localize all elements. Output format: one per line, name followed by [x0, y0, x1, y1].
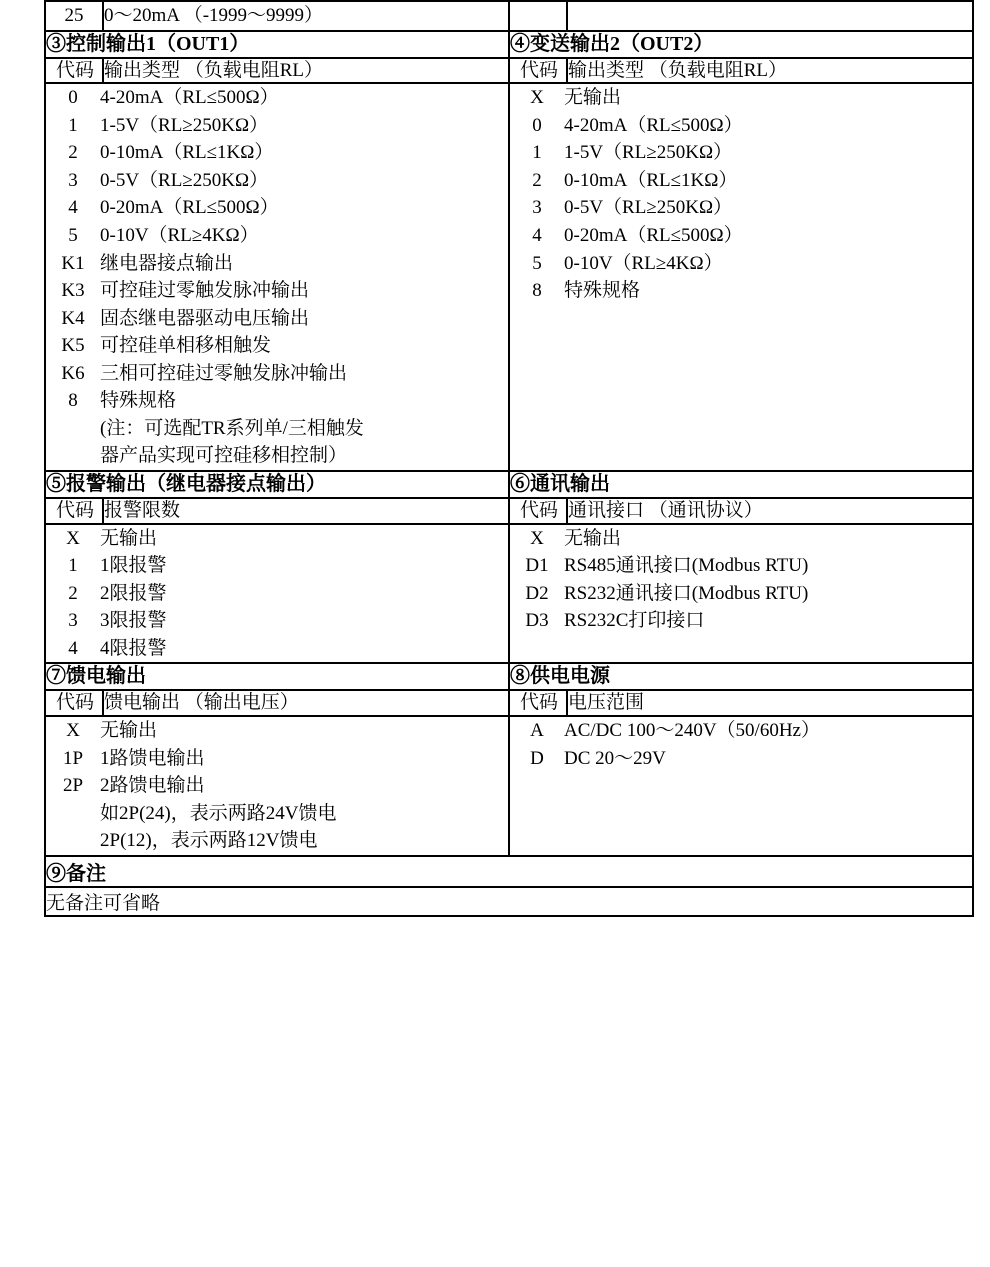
row-desc: RS232通讯接口(Modbus RTU) [564, 580, 972, 608]
colhdr-power-desc: 电压范围 [567, 690, 973, 716]
row-desc: 无输出 [100, 717, 508, 745]
row-code [46, 800, 100, 828]
comm-rows [510, 525, 972, 662]
table-row [46, 305, 508, 333]
row-desc: 0-10mA（RL≤1KΩ） [100, 139, 508, 167]
colhdr-feed-desc: 馈电输出 （输出电压） [103, 690, 509, 716]
row-code: X [46, 525, 100, 553]
row-code: X [510, 84, 564, 112]
partial-top-row [45, 1, 973, 31]
row-code: 8 [46, 387, 100, 415]
table-row [46, 332, 508, 360]
row-code [46, 415, 100, 443]
row-desc: 1限报警 [100, 552, 508, 580]
row-code: 2 [46, 139, 100, 167]
power-rows [510, 717, 972, 853]
colhdr-out2-desc: 输出类型 （负载电阻RL） [567, 58, 973, 84]
table-row [46, 635, 508, 663]
colhdr-out2-code: 代码 [509, 58, 567, 84]
row-code: D [510, 745, 564, 773]
row-desc: 1路馈电输出 [100, 745, 508, 773]
section-title-alarm: ⑤报警输出（继电器接点输出） [45, 471, 509, 498]
section-body-row-3 [45, 716, 973, 856]
row-desc: 0-10V（RL≥4KΩ） [100, 222, 508, 250]
spacer-cell [564, 413, 972, 440]
spacer-cell [510, 826, 564, 853]
spacer-cell [510, 386, 564, 413]
row-code: 1 [46, 112, 100, 140]
spacer-row [510, 440, 972, 467]
out2-rows [510, 84, 972, 466]
spacer-cell [564, 826, 972, 853]
row-desc: 无输出 [100, 525, 508, 553]
row-desc: 继电器接点输出 [100, 250, 508, 278]
table-row [46, 415, 508, 443]
spacer-cell [510, 359, 564, 386]
row-code: 0 [46, 84, 100, 112]
row-desc: 0-5V（RL≥250KΩ） [100, 167, 508, 195]
spacer-cell [510, 440, 564, 467]
section-body-out1 [45, 83, 509, 471]
row-desc: 2P(12)，表示两路12V馈电 [100, 827, 508, 855]
table-row [46, 84, 508, 112]
colhdr-power-code: 代码 [509, 690, 567, 716]
section-body-out2 [509, 83, 973, 471]
table-row [46, 360, 508, 388]
table-row [510, 194, 972, 222]
row-code: A [510, 717, 564, 745]
spacer-cell [510, 413, 564, 440]
section-body-row-1 [45, 83, 973, 471]
partial-row-empty-code [509, 1, 567, 31]
row-code: 1 [46, 552, 100, 580]
table-row [46, 717, 508, 745]
colhdr-comm-desc: 通讯接口 （通讯协议） [567, 498, 973, 524]
row-desc: 4-20mA（RL≤500Ω） [564, 112, 972, 140]
spacer-cell [564, 635, 972, 662]
table-row [46, 525, 508, 553]
spacer-cell [564, 799, 972, 826]
table-row [510, 580, 972, 608]
table-row [46, 772, 508, 800]
row-code: K5 [46, 332, 100, 360]
row-desc: 特殊规格 [564, 277, 972, 305]
spacer-cell [564, 772, 972, 799]
partial-row-desc: 0～20mA （-1999～9999） [103, 1, 509, 31]
section-title-feed: ⑦馈电输出 [45, 663, 509, 690]
section-body-row-2 [45, 524, 973, 664]
colhdr-alarm-desc: 报警限数 [103, 498, 509, 524]
colhdr-feed-code: 代码 [45, 690, 103, 716]
spacer-row [510, 305, 972, 332]
table-row [510, 112, 972, 140]
alarm-rows [46, 525, 508, 663]
row-desc: 特殊规格 [100, 387, 508, 415]
row-desc: 三相可控硅过零触发脉冲输出 [100, 360, 508, 388]
section-body-power [509, 716, 973, 856]
column-header-row-2 [45, 498, 973, 524]
row-code: 3 [46, 167, 100, 195]
feed-rows [46, 717, 508, 855]
row-code: 1 [510, 139, 564, 167]
section-title-out1: ③控制输出1（OUT1） [45, 31, 509, 58]
row-desc: RS232C打印接口 [564, 607, 972, 635]
spacer-row [510, 332, 972, 359]
table-row [46, 552, 508, 580]
table-row [510, 552, 972, 580]
remark-body-row [45, 887, 973, 916]
section-title-remark: ⑨备注 [45, 856, 973, 887]
row-desc: 器产品实现可控硅移相控制） [100, 442, 508, 470]
table-row [510, 167, 972, 195]
row-code: 0 [510, 112, 564, 140]
row-desc: 可控硅过零触发脉冲输出 [100, 277, 508, 305]
spacer-cell [564, 359, 972, 386]
table-row [46, 442, 508, 470]
column-header-row-3 [45, 690, 973, 716]
section-title-comm: ⑥通讯输出 [509, 471, 973, 498]
row-desc: AC/DC 100～240V（50/60Hz） [564, 717, 972, 745]
row-code [46, 442, 100, 470]
row-code: K4 [46, 305, 100, 333]
row-code [46, 827, 100, 855]
table-row [46, 800, 508, 828]
row-desc: 可控硅单相移相触发 [100, 332, 508, 360]
spacer-cell [564, 305, 972, 332]
table-row [510, 717, 972, 745]
section-header-row-1 [45, 31, 973, 58]
row-code: D2 [510, 580, 564, 608]
row-desc: (注：可选配TR系列单/三相触发 [100, 415, 508, 443]
table-row [510, 139, 972, 167]
row-desc: 0-5V（RL≥250KΩ） [564, 194, 972, 222]
section-title-out2: ④变送输出2（OUT2） [509, 31, 973, 58]
colhdr-comm-code: 代码 [509, 498, 567, 524]
spacer-row [510, 826, 972, 853]
spacer-cell [510, 635, 564, 662]
table-row [510, 277, 972, 305]
table-row [46, 250, 508, 278]
row-desc: 4-20mA（RL≤500Ω） [100, 84, 508, 112]
row-code: D1 [510, 552, 564, 580]
table-row [46, 112, 508, 140]
row-desc: 如2P(24)，表示两路24V馈电 [100, 800, 508, 828]
row-code: 1P [46, 745, 100, 773]
row-code: X [510, 525, 564, 553]
table-row [46, 745, 508, 773]
spacer-cell [510, 799, 564, 826]
colhdr-out1-desc: 输出类型 （负载电阻RL） [103, 58, 509, 84]
table-row [510, 607, 972, 635]
section-body-feed [45, 716, 509, 856]
row-desc: 无输出 [564, 84, 972, 112]
section-header-row-2 [45, 471, 973, 498]
section-title-power: ⑧供电电源 [509, 663, 973, 690]
spacer-row [510, 386, 972, 413]
row-desc: 2限报警 [100, 580, 508, 608]
row-code: 2 [510, 167, 564, 195]
row-desc: DC 20～29V [564, 745, 972, 773]
spacer-row [510, 359, 972, 386]
row-desc: 0-20mA（RL≤500Ω） [100, 194, 508, 222]
row-code: 8 [510, 277, 564, 305]
spacer-cell [510, 305, 564, 332]
spacer-cell [564, 386, 972, 413]
row-desc: 4限报警 [100, 635, 508, 663]
table-row [46, 607, 508, 635]
table-row [46, 194, 508, 222]
table-row [46, 580, 508, 608]
row-code: 3 [510, 194, 564, 222]
row-code: 2 [46, 580, 100, 608]
table-row [46, 139, 508, 167]
row-desc: 1-5V（RL≥250KΩ） [100, 112, 508, 140]
row-code: 4 [510, 222, 564, 250]
row-desc: 3限报警 [100, 607, 508, 635]
table-row [510, 525, 972, 553]
row-desc: 固态继电器驱动电压输出 [100, 305, 508, 333]
out1-rows [46, 84, 508, 470]
partial-row-code: 25 [45, 1, 103, 31]
spacer-row [510, 799, 972, 826]
row-desc: 无输出 [564, 525, 972, 553]
table-row [46, 387, 508, 415]
remark-header-row [45, 856, 973, 887]
spacer-cell [510, 772, 564, 799]
section-header-row-3 [45, 663, 973, 690]
column-header-row-1 [45, 58, 973, 84]
row-desc: 2路馈电输出 [100, 772, 508, 800]
spacer-row [510, 635, 972, 662]
row-desc: 0-20mA（RL≤500Ω） [564, 222, 972, 250]
spacer-cell [564, 332, 972, 359]
row-code: K3 [46, 277, 100, 305]
row-code: 4 [46, 635, 100, 663]
row-desc: 1-5V（RL≥250KΩ） [564, 139, 972, 167]
row-code: 5 [510, 250, 564, 278]
row-code: 5 [46, 222, 100, 250]
row-code: 3 [46, 607, 100, 635]
section-body-alarm [45, 524, 509, 664]
row-code: X [46, 717, 100, 745]
specification-table [44, 0, 974, 917]
row-code: D3 [510, 607, 564, 635]
colhdr-alarm-code: 代码 [45, 498, 103, 524]
table-row [510, 745, 972, 773]
table-row [46, 827, 508, 855]
colhdr-out1-code: 代码 [45, 58, 103, 84]
table-row [510, 222, 972, 250]
row-desc: RS485通讯接口(Modbus RTU) [564, 552, 972, 580]
row-desc: 0-10mA（RL≤1KΩ） [564, 167, 972, 195]
partial-row-empty-desc [567, 1, 973, 31]
table-row [46, 277, 508, 305]
spacer-row [510, 772, 972, 799]
row-code: 4 [46, 194, 100, 222]
row-code: 2P [46, 772, 100, 800]
table-row [510, 250, 972, 278]
row-code: K1 [46, 250, 100, 278]
table-row [46, 167, 508, 195]
remark-text: 无备注可省略 [45, 887, 973, 916]
table-row [510, 84, 972, 112]
spacer-row [510, 413, 972, 440]
spacer-cell [510, 332, 564, 359]
spacer-cell [564, 440, 972, 467]
section-body-comm [509, 524, 973, 664]
row-code: K6 [46, 360, 100, 388]
row-desc: 0-10V（RL≥4KΩ） [564, 250, 972, 278]
table-row [46, 222, 508, 250]
